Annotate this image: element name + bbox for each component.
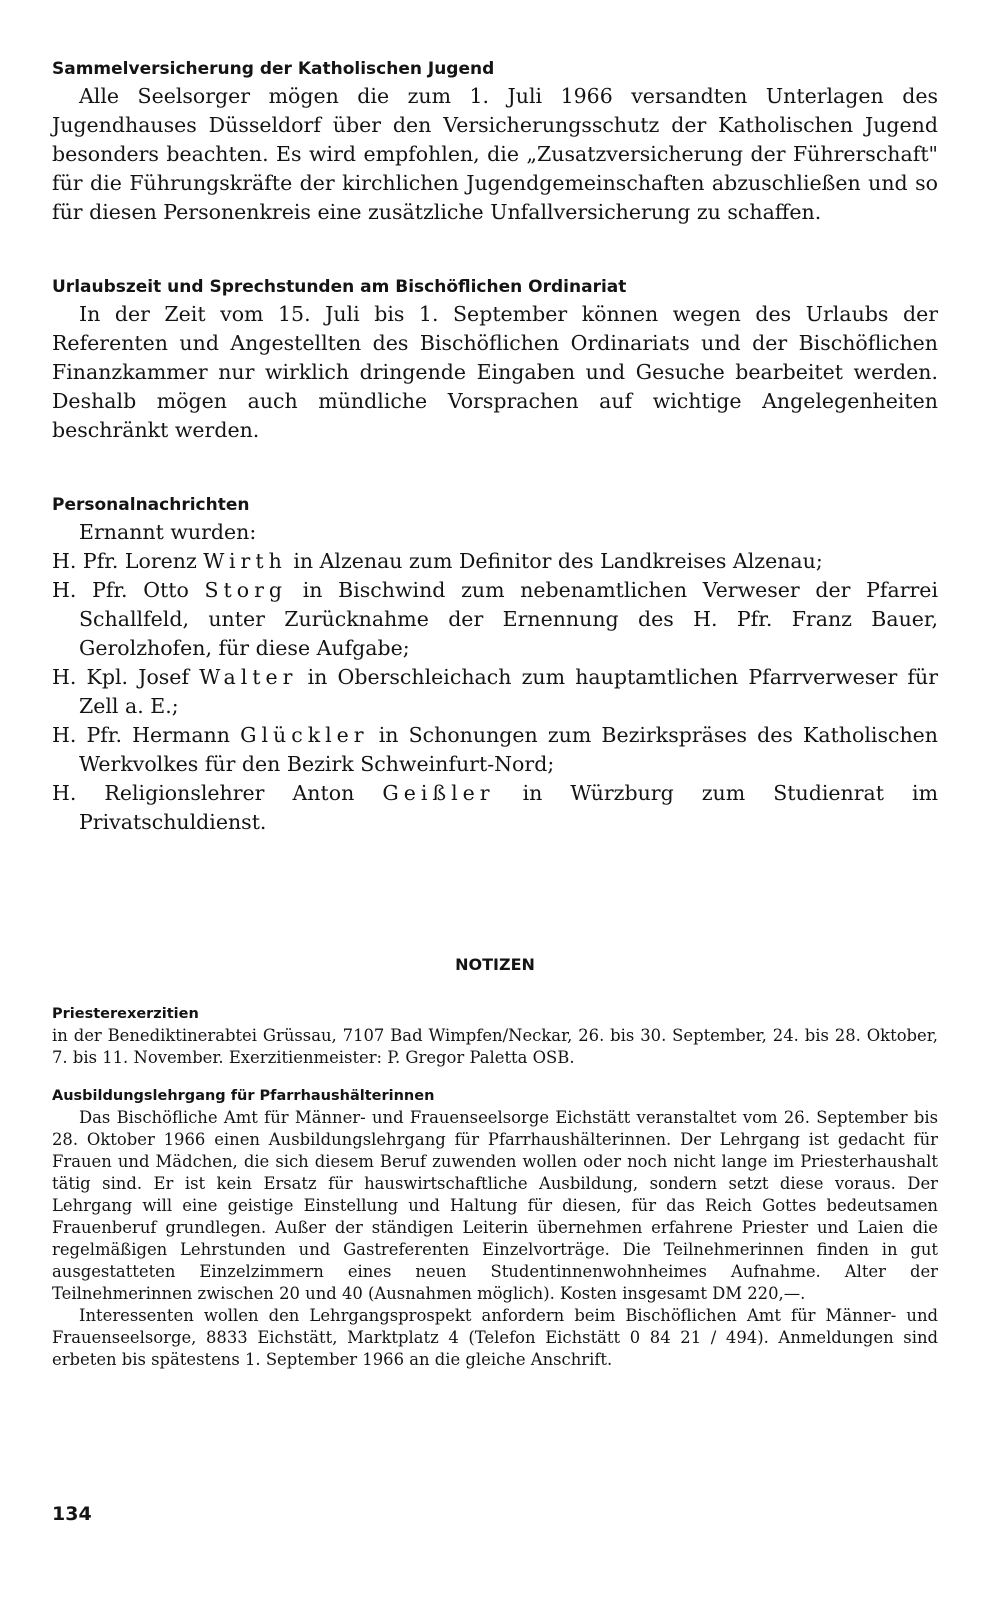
appointment-name: Glückler <box>240 723 369 747</box>
appointment-title: H. Pfr. Hermann <box>52 723 241 747</box>
appointment-title: H. Pfr. Otto <box>52 578 205 602</box>
notiz-heading: Priesterexerzitien <box>52 1006 199 1022</box>
section-body: In der Zeit vom 15. Juli bis 1. September können wegen des Urlaubs der Referenten und Angestellten des Bischöflichen Ordinariats und der Bischöflichen Finanzkammer nur wirklich dringende Eingaben und Gesuche bearbeitet werden. Deshalb mögen auch mündliche Vorsprachen auf wichtige Angelegenheiten beschränkt werden. <box>52 302 938 442</box>
section-versicherung <box>52 56 938 227</box>
appointment-name: Wirth <box>203 549 287 573</box>
appointment-text: in Alzenau zum Definitor des Landkreises Alzenau; <box>286 549 823 573</box>
appointment-text: in Oberschleichach zum hauptamtlichen Pfarrverweser für Zell a. E.; <box>79 665 938 718</box>
appointment-text: in Bischwind zum nebenamtlichen Verweser der Pfarrei Schallfeld, unter Zurücknahme der Ernennung des H. Pfr. Franz Bauer, Gerolzhofen, für diese Aufgabe; <box>79 578 938 660</box>
section-urlaub <box>52 274 938 445</box>
section-heading: Sammelversicherung der Katholischen Jugend <box>52 59 495 79</box>
notiz-exerzitien <box>52 1003 938 1069</box>
appointment-name: Storg <box>204 578 288 602</box>
appointment-item <box>52 779 938 837</box>
appointment-title: H. Pfr. Lorenz <box>52 549 204 573</box>
section-personalnachrichten <box>52 492 938 837</box>
appointment-item <box>52 721 938 779</box>
notiz-body: in der Benediktinerabtei Grüssau, 7107 Bad Wimpfen/Neckar, 26. bis 30. September, 24. bis 28. Oktober, 7. bis 11. November. Exerzitienmeister: P. Gregor Paletta OSB. <box>52 1026 938 1067</box>
notiz-lehrgang <box>52 1085 938 1371</box>
document-page <box>52 56 938 1371</box>
notiz-body-contact: Interessenten wollen den Lehrgangsprospekt anfordern beim Bischöflichen Amt für Männer- und Frauenseelsorge, 8833 Eichstätt, Marktplatz 4 (Telefon Eichstätt 0 84 21 / 494). Anmeldungen sind erbeten bis spätestens 1. September 1966 an die gleiche Anschrift. <box>52 1306 938 1369</box>
section-heading: Urlaubszeit und Sprechstunden am Bischöflichen Ordinariat <box>52 277 627 297</box>
page-number: 134 <box>52 1503 92 1525</box>
notiz-body: Das Bischöfliche Amt für Männer- und Frauenseelsorge Eichstätt veranstaltet vom 26. September bis 28. Oktober 1966 einen Ausbildungslehrgang für Pfarrhaushälterinnen. Der Lehrgang ist gedacht für Frauen und Mädchen, die sich diesem Beruf zuwenden wollen oder noch nicht lange im Priesterhaushalt tätig sind. Er ist kein Ersatz für hauswirtschaftliche Ausbildung, sondern setzt diese voraus. Der Lehrgang will eine geistige Einstellung und Haltung für diesen, für das Reich Gottes bedeutsamen Frauenberuf grundlegen. Außer der ständigen Leiterin übernehmen erfahrene Priester und Laien die regelmäßigen Lehrstunden und Gastreferenten Einzelvorträge. Die Teilnehmerinnen finden in gut ausgestatteten Einzelzimmern eines neuen Studentinnenwohnheimes Aufnahme. Alter der Teilnehmerinnen zwischen 20 und 40 (Ausnahmen möglich). Kosten insgesamt DM 220,—. <box>52 1108 938 1303</box>
appointment-title: H. Kpl. Josef <box>52 665 200 689</box>
section-body: Alle Seelsorger mögen die zum 1. Juli 1966 versandten Unterlagen des Jugendhauses Düsseldorf über den Versicherungsschutz der Katholischen Jugend besonders beachten. Es wird empfohlen, die „Zusatzversicherung der Führerschaft" für die Führungskräfte der kirchlichen Jugendgemeinschaften abzuschließen und so für diesen Personenkreis eine zusätzliche Unfallversicherung zu schaffen. <box>52 84 938 224</box>
appointment-item <box>52 576 938 663</box>
appointment-title: H. Religionslehrer Anton <box>52 781 383 805</box>
notizen-title: NOTIZEN <box>455 955 535 974</box>
appointment-item <box>52 663 938 721</box>
section-heading: Personalnachrichten <box>52 495 250 515</box>
personal-intro: Ernannt wurden: <box>79 520 257 544</box>
appointment-item <box>52 547 938 576</box>
appointment-text: in Schonungen zum Bezirkspräses des Katholischen Werkvolkes für den Bezirk Schweinfurt-Nord; <box>79 723 939 776</box>
appointment-text: in Würzburg zum Studienrat im Privatschuldienst. <box>79 781 939 834</box>
notiz-heading: Ausbildungslehrgang für Pfarrhaushälterinnen <box>52 1088 435 1104</box>
appointment-name: Walter <box>199 665 298 689</box>
appointment-name: Geißler <box>382 781 495 805</box>
